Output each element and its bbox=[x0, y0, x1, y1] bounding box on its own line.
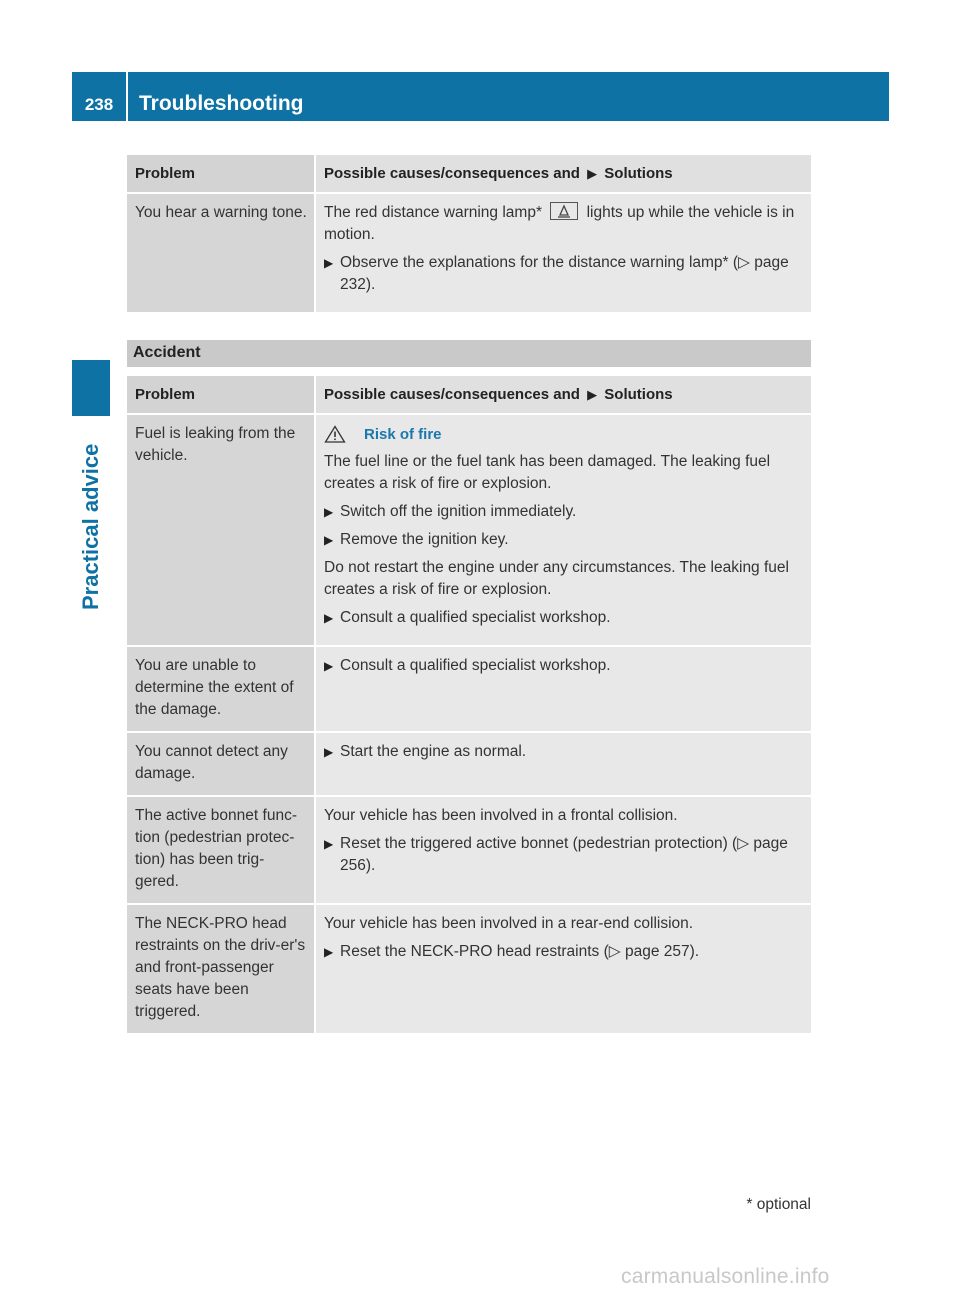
warning-title: Risk of fire bbox=[364, 425, 442, 443]
step-arrow-icon: ▶ bbox=[324, 505, 334, 519]
solution-step bbox=[324, 607, 803, 629]
side-tab-marker bbox=[72, 360, 110, 416]
solution-step bbox=[324, 529, 803, 551]
column-header-solutions-suffix: Solutions bbox=[604, 386, 673, 403]
step-arrow-icon: ▶ bbox=[324, 611, 334, 625]
step-arrow-icon: ▶ bbox=[324, 659, 334, 673]
column-header-problem: Problem bbox=[127, 376, 314, 413]
solution-text: Your vehicle has been involved in a frontal collision. bbox=[324, 807, 678, 824]
solution-text bbox=[324, 202, 803, 246]
step-text: Observe the explanations for the distance warning lamp* (▷ page 232). bbox=[340, 254, 789, 293]
step-arrow-icon: ▶ bbox=[324, 837, 334, 851]
play-arrow-icon: ▶ bbox=[587, 387, 598, 402]
step-text: Consult a qualified specialist workshop. bbox=[340, 609, 611, 626]
step-text: Consult a qualified specialist workshop. bbox=[340, 657, 611, 674]
problem-cell: You cannot detect any damage. bbox=[127, 733, 314, 795]
solution-cell bbox=[314, 733, 811, 795]
solution-step bbox=[324, 941, 803, 963]
table-row bbox=[127, 645, 811, 731]
solution-text: Your vehicle has been involved in a rear-end collision. bbox=[324, 915, 694, 932]
solution-cell bbox=[314, 647, 811, 731]
side-tab-label: Practical advice bbox=[78, 443, 103, 610]
column-header-solutions bbox=[314, 376, 811, 413]
warning-triangle-icon bbox=[324, 425, 346, 443]
solution-text: Do not restart the engine under any circumstances. The leaking fuel creates a risk of fire or explosion. bbox=[324, 559, 789, 598]
solution-cell bbox=[314, 415, 811, 645]
page-title: Troubleshooting bbox=[128, 72, 889, 121]
solution-step bbox=[324, 833, 803, 877]
solution-text: The fuel line or the fuel tank has been damaged. The leaking fuel creates a risk of fire or explosion. bbox=[324, 453, 771, 492]
problem-cell: Fuel is leaking from the vehicle. bbox=[127, 415, 314, 645]
step-arrow-icon: ▶ bbox=[324, 945, 334, 959]
step-arrow-icon: ▶ bbox=[324, 256, 334, 270]
solution-step bbox=[324, 741, 803, 763]
problem-cell: You are unable to determine the extent of the damage. bbox=[127, 647, 314, 731]
problem-cell: The NECK-PRO head restraints on the driv-er's and front-passenger seats have been triggered. bbox=[127, 905, 314, 1033]
step-text: Reset the triggered active bonnet (pedestrian protection) (▷ page 256). bbox=[340, 835, 788, 874]
solution-text-start: The red distance warning lamp* bbox=[324, 204, 542, 221]
column-header-solutions-label: Possible causes/consequences and bbox=[324, 165, 580, 182]
step-arrow-icon: ▶ bbox=[324, 533, 334, 547]
solution-cell bbox=[314, 194, 811, 312]
section-heading-accident: Accident bbox=[127, 340, 811, 367]
column-header-problem: Problem bbox=[127, 155, 314, 192]
step-text: Start the engine as normal. bbox=[340, 743, 527, 760]
step-arrow-icon: ▶ bbox=[324, 745, 334, 759]
table-row bbox=[127, 903, 811, 1033]
step-text: Reset the NECK-PRO head restraints (▷ page 257). bbox=[340, 943, 700, 960]
warning-heading bbox=[324, 425, 803, 443]
problem-cell: You hear a warning tone. bbox=[127, 194, 314, 312]
column-header-solutions bbox=[314, 155, 811, 192]
table-row bbox=[127, 795, 811, 903]
play-arrow-icon: ▶ bbox=[587, 166, 598, 181]
step-text: Switch off the ignition immediately. bbox=[340, 503, 577, 520]
solution-step bbox=[324, 252, 803, 296]
table-header-row bbox=[127, 155, 811, 192]
step-text: Remove the ignition key. bbox=[340, 531, 509, 548]
solution-text-end: lights up while the vehicle is in motion. bbox=[324, 204, 795, 243]
solution-step bbox=[324, 501, 803, 523]
solution-cell bbox=[314, 797, 811, 903]
watermark: carmanualsonline.info bbox=[621, 1265, 830, 1288]
distance-warning-lamp-icon bbox=[550, 202, 578, 220]
table-row bbox=[127, 192, 811, 312]
solution-cell bbox=[314, 905, 811, 1033]
solution-step bbox=[324, 655, 803, 677]
problem-table-warning-tone bbox=[127, 155, 811, 312]
page-number: 238 bbox=[72, 72, 126, 121]
footnote-optional: * optional bbox=[746, 1196, 811, 1213]
column-header-solutions-suffix: Solutions bbox=[604, 165, 673, 182]
column-header-solutions-label: Possible causes/consequences and bbox=[324, 386, 580, 403]
table-row bbox=[127, 731, 811, 795]
table-header-row bbox=[127, 376, 811, 413]
table-row bbox=[127, 413, 811, 645]
problem-cell: The active bonnet func-tion (pedestrian protec-tion) has been trig-gered. bbox=[127, 797, 314, 903]
problem-table-accident bbox=[127, 376, 811, 1033]
